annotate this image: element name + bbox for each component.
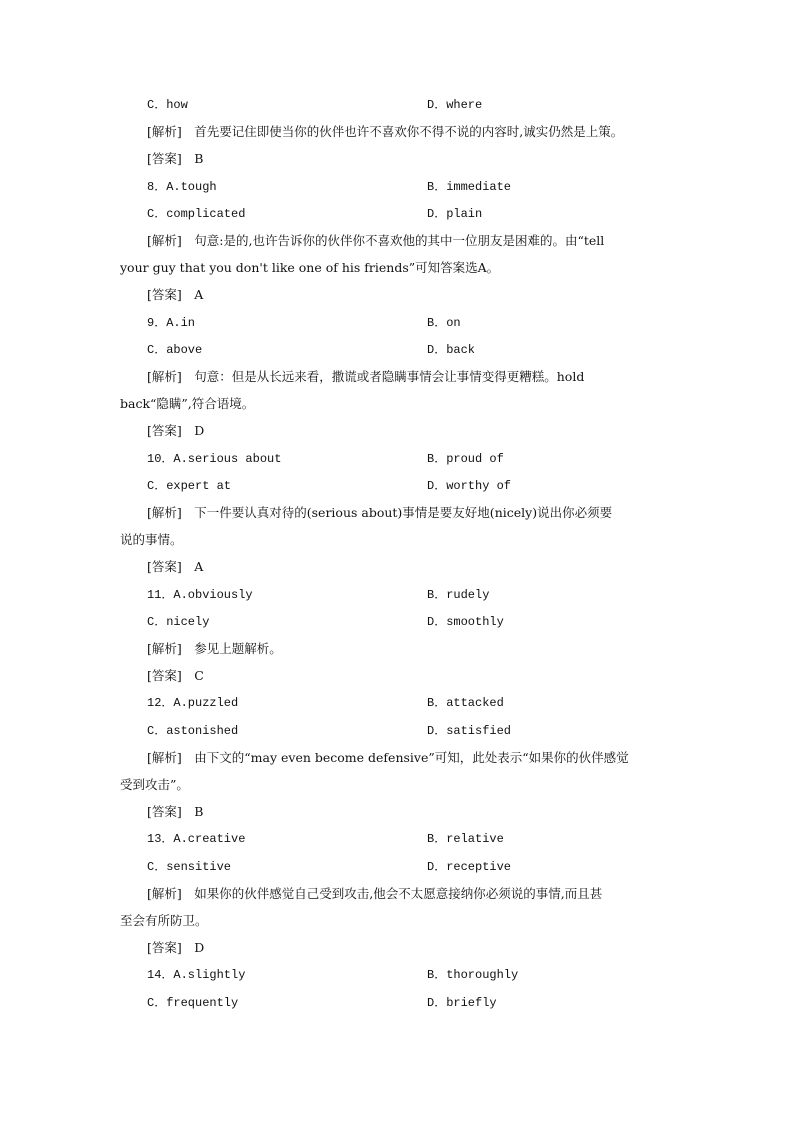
option-text: D．where <box>427 98 483 112</box>
answer-line: [答案] A <box>147 559 204 574</box>
option-text: C．frequently <box>147 996 239 1010</box>
option-text: D．plain <box>427 207 483 221</box>
analysis-line: [解析] 首先要记住即使当你的伙伴也许不喜欢你不得不说的内容时,诚实仍然是上策。 <box>147 124 624 139</box>
analysis-continuation: back“隐瞒”,符合语境。 <box>120 396 255 411</box>
option-text: C．astonished <box>147 724 239 738</box>
option-text: B．proud of <box>427 452 504 466</box>
option-text: 11．A.obviously <box>147 588 253 602</box>
analysis-line: [解析] 参见上题解析。 <box>147 641 282 656</box>
option-text: C．how <box>147 98 188 112</box>
option-text: D．receptive <box>427 860 512 874</box>
option-text: B．on <box>427 316 461 330</box>
option-text: D．worthy of <box>427 479 512 493</box>
option-text: 12．A.puzzled <box>147 696 239 710</box>
option-text: D．briefly <box>427 996 497 1010</box>
analysis-line: [解析] 句意:是的,也许告诉你的伙伴你不喜欢他的其中一位朋友是困难的。由“tell <box>147 233 605 248</box>
answer-line: [答案] C <box>147 668 204 683</box>
option-text: 9．A.in <box>147 316 196 330</box>
analysis-line: [解析] 如果你的伙伴感觉自己受到攻击,他会不太愿意接纳你必须说的事情,而且甚 <box>147 886 603 901</box>
option-text: C．nicely <box>147 615 210 629</box>
option-text: 13．A.creative <box>147 832 246 846</box>
option-text: D．smoothly <box>427 615 504 629</box>
analysis-continuation: your guy that you don't like one of his friends”可知答案选A。 <box>120 260 500 275</box>
option-text: B．thoroughly <box>427 968 519 982</box>
option-text: C．sensitive <box>147 860 232 874</box>
answer-line: [答案] B <box>147 804 204 819</box>
option-text: 14．A.slightly <box>147 968 246 982</box>
option-text: B．attacked <box>427 696 504 710</box>
analysis-line: [解析] 下一件要认真对待的(serious about)事情是要友好地(nicely)说出你必须要 <box>147 505 613 520</box>
analysis-continuation: 受到攻击”。 <box>120 777 189 792</box>
answer-line: [答案] B <box>147 151 204 166</box>
option-text: B．relative <box>427 832 504 846</box>
option-text: B．rudely <box>427 588 490 602</box>
analysis-line: [解析] 由下文的“may even become defensive”可知，此处表示“如果你的伙伴感觉 <box>147 750 629 765</box>
option-text: B．immediate <box>427 180 512 194</box>
option-text: C．complicated <box>147 207 246 221</box>
option-text: C．above <box>147 343 203 357</box>
answer-line: [答案] D <box>147 940 205 955</box>
answer-line: [答案] A <box>147 287 204 302</box>
analysis-continuation: 说的事情。 <box>120 532 183 547</box>
option-text: C．expert at <box>147 479 232 493</box>
option-text: D．satisfied <box>427 724 512 738</box>
analysis-line: [解析] 句意：但是从长远来看，撒谎或者隐瞒事情会让事情变得更糟糕。hold <box>147 369 585 384</box>
option-text: D．back <box>427 343 476 357</box>
analysis-continuation: 至会有所防卫。 <box>120 913 208 928</box>
answer-line: [答案] D <box>147 423 205 438</box>
option-text: 10．A.serious about <box>147 452 282 466</box>
option-text: 8．A.tough <box>147 180 217 194</box>
